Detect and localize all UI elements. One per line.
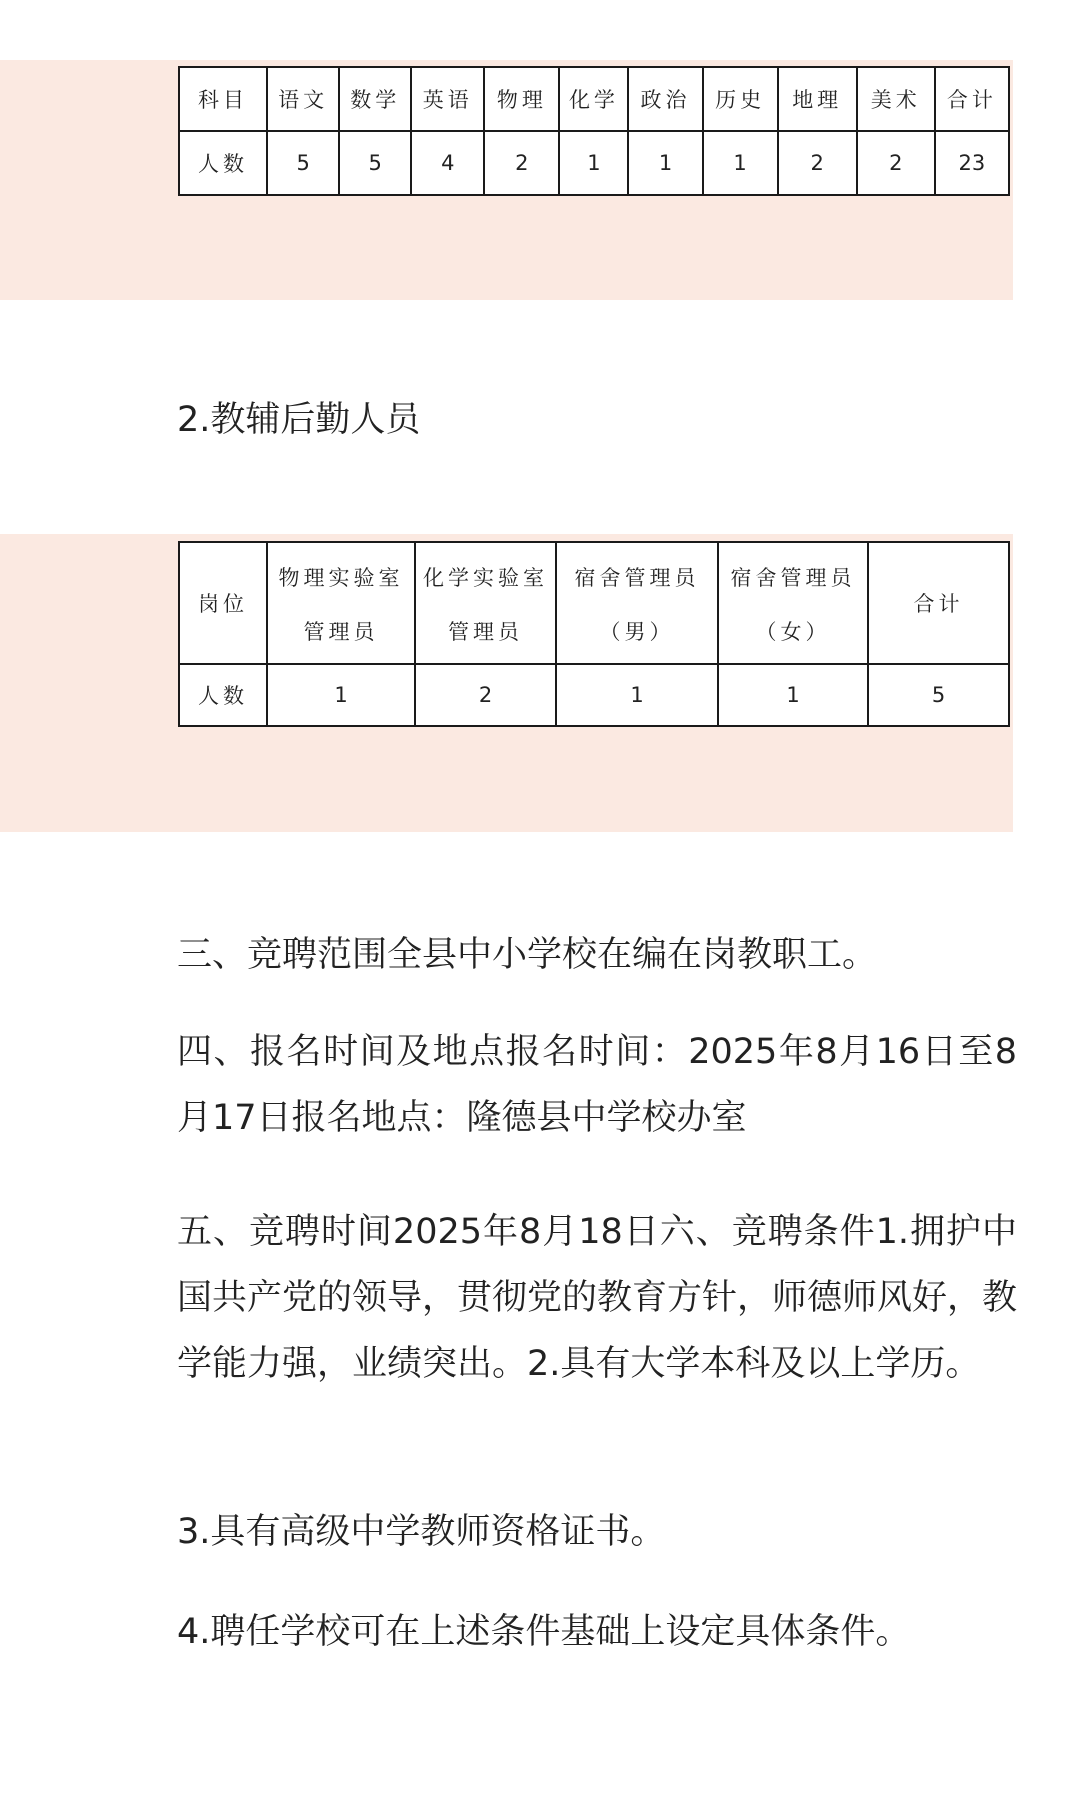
- header-cell-history: 历史: [703, 67, 778, 131]
- value-cell: 2: [857, 131, 935, 195]
- header-cell-art: 美术: [857, 67, 935, 131]
- header-line: 宿舍管理员: [574, 566, 700, 590]
- table-row: [179, 131, 1009, 195]
- value-cell: 5: [339, 131, 411, 195]
- value-cell: 2: [778, 131, 857, 195]
- header-line: （女）: [755, 620, 831, 644]
- header-cell-total: 合计: [868, 542, 1009, 664]
- paragraph-registration: 四、报名时间及地点报名时间：2025年8月16日至8月17日报名地点：隆德县中学校办室: [177, 1032, 1017, 1138]
- row-label-count: 人数: [179, 131, 267, 195]
- header-cell-physics: 物理: [484, 67, 559, 131]
- header-cell-chemistry: 化学: [559, 67, 628, 131]
- value-cell-total: 5: [868, 664, 1009, 726]
- table-header-row: [179, 542, 1009, 664]
- header-cell-chemistry-lab-manager: [415, 542, 556, 664]
- header-cell-total: 合计: [935, 67, 1009, 131]
- value-cell: 1: [556, 664, 718, 726]
- header-cell-english: 英语: [411, 67, 484, 131]
- value-cell: 1: [703, 131, 778, 195]
- header-line: 物理实验室: [278, 566, 404, 590]
- header-line: 管理员: [448, 620, 523, 644]
- value-cell: 1: [559, 131, 628, 195]
- value-cell: 2: [484, 131, 559, 195]
- header-line: 管理员: [303, 620, 379, 644]
- header-cell-physics-lab-manager: [267, 542, 415, 664]
- section-heading-support-staff: 2.教辅后勤人员: [177, 400, 421, 440]
- header-line: （男）: [599, 620, 675, 644]
- support-staff-quota-table: [178, 541, 1010, 727]
- value-cell: 1: [267, 664, 415, 726]
- subject-quota-table: [178, 66, 1010, 196]
- paragraph-scope: 三、竞聘范围全县中小学校在编在岗教职工。: [177, 935, 878, 975]
- header-line: 宿舍管理员: [730, 566, 856, 590]
- header-cell-dorm-manager-male: [556, 542, 718, 664]
- header-cell-chinese: 语文: [267, 67, 339, 131]
- table-header-row: [179, 67, 1009, 131]
- table-row: [179, 664, 1009, 726]
- paragraph-conditions: 五、竞聘时间2025年8月18日六、竞聘条件1.拥护中国共产党的领导，贯彻党的教育方针，师德师风好，教学能力强，业绩突出。2.具有大学本科及以上学历。: [177, 1212, 1018, 1384]
- header-line: 化学实验室: [423, 566, 548, 590]
- value-cell-total: 23: [935, 131, 1009, 195]
- row-label-count: 人数: [179, 664, 267, 726]
- header-cell-dorm-manager-female: [718, 542, 868, 664]
- header-cell-politics: 政治: [628, 67, 702, 131]
- value-cell: 5: [267, 131, 339, 195]
- value-cell: 1: [628, 131, 702, 195]
- header-cell-position: 岗位: [179, 542, 267, 664]
- value-cell: 2: [415, 664, 556, 726]
- header-cell-math: 数学: [339, 67, 411, 131]
- paragraph-condition-4: 4.聘任学校可在上述条件基础上设定具体条件。: [177, 1612, 911, 1652]
- value-cell: 4: [411, 131, 484, 195]
- header-cell-subject: 科目: [179, 67, 267, 131]
- header-cell-geography: 地理: [778, 67, 857, 131]
- paragraph-condition-3: 3.具有高级中学教师资格证书。: [177, 1512, 666, 1552]
- value-cell: 1: [718, 664, 868, 726]
